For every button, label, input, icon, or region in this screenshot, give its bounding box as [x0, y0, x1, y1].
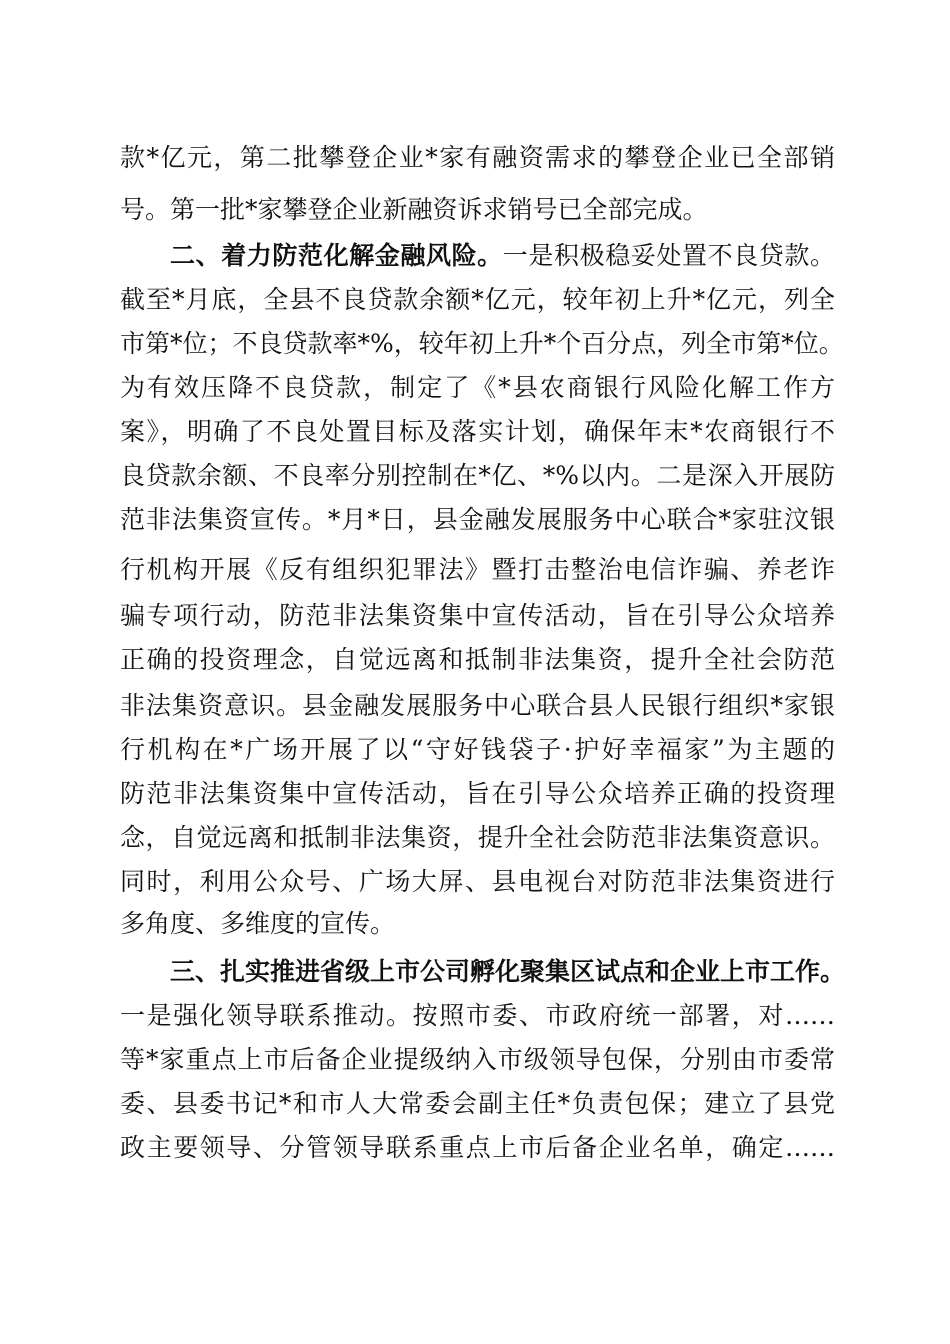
text-line: 号。第一批*家攀登企业新融资诉求销号已全部完成。: [120, 195, 708, 224]
text-line: 市第*位；不良贷款率*%，较年初上升*个百分点，列全市第*位。: [120, 329, 844, 358]
section-heading-line: [170, 236, 835, 276]
text-line: 行机构在*广场开展了以“守好钱袋子·护好幸福家”为主题的: [120, 735, 835, 764]
text-line: 念，自觉远离和抵制非法集资，提升全社会防范非法集资意识。: [120, 823, 835, 852]
text-line: 为有效压降不良贷款，制定了《*县农商银行风险化解工作方: [120, 373, 835, 402]
text-line: 非法集资意识。县金融发展服务中心联合县人民银行组织*家银: [120, 691, 835, 720]
text-line: 政主要领导、分管领导联系重点上市后备企业名单，确定……: [120, 1133, 835, 1162]
text-line: 同时，利用公众号、广场大屏、县电视台对防范非法集资进行: [120, 867, 835, 896]
text-line: 正确的投资理念，自觉远离和抵制非法集资，提升全社会防范: [120, 645, 835, 674]
text-line: 等*家重点上市后备企业提级纳入市级领导包保，分别由市委常: [120, 1045, 835, 1074]
text-line: 一是强化领导联系推动。按照市委、市政府统一部署，对……: [120, 1001, 835, 1030]
section-heading-line: [170, 952, 846, 992]
text-line: 款*亿元，第二批攀登企业*家有融资需求的攀登企业已全部销: [120, 143, 835, 172]
text-line: 行机构开展《反有组织犯罪法》暨打击整治电信诈骗、养老诈: [120, 555, 835, 584]
text-line: 防范非法集资集中宣传活动，旨在引导公众培养正确的投资理: [120, 779, 835, 808]
text-line: 范非法集资宣传。*月*日，县金融发展服务中心联合*家驻汶银: [120, 505, 835, 534]
text-span: 一是积极稳妥处置不良贷款。: [502, 241, 835, 270]
text-line: 委、县委书记*和市人大常委会副主任*负责包保；建立了县党: [120, 1089, 835, 1118]
text-line: 多角度、多维度的宣传。: [120, 909, 396, 938]
section-heading: 二、着力防范化解金融风险。: [170, 241, 503, 270]
text-line: 骗专项行动，防范非法集资集中宣传活动，旨在引导公众培养: [120, 601, 835, 630]
text-line: 案》，明确了不良处置目标及落实计划，确保年末*农商银行不: [120, 417, 835, 446]
text-line: 截至*月底，全县不良贷款余额*亿元，较年初上升*亿元，列全: [120, 285, 835, 314]
text-line: 良贷款余额、不良率分别控制在*亿、*%以内。二是深入开展防: [120, 461, 835, 490]
section-heading: 三、扎实推进省级上市公司孵化聚集区试点和企业上市工作。: [170, 957, 846, 986]
